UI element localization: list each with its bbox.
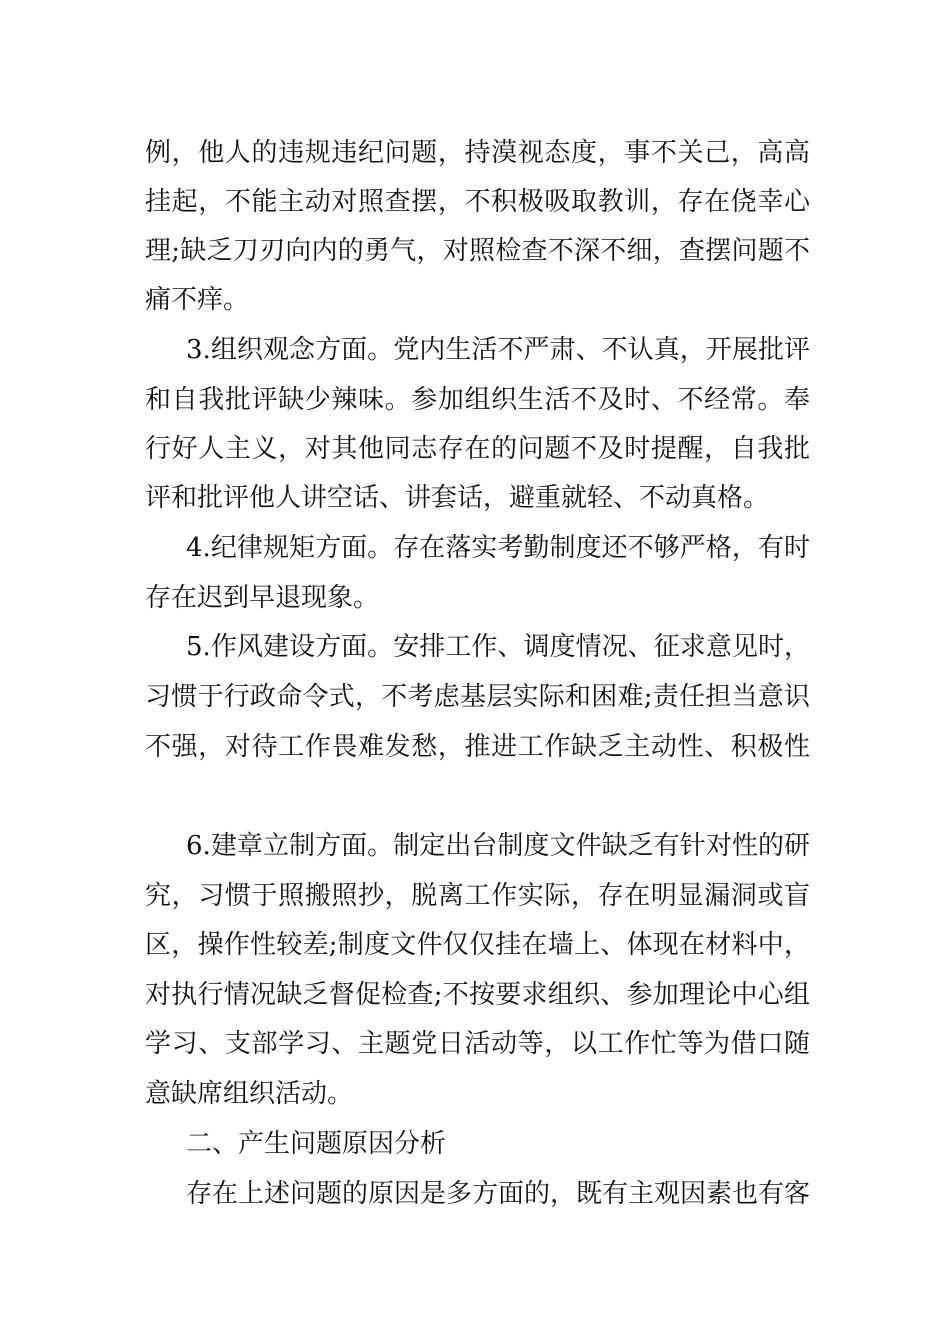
text-line: 区，操作性较差;制度文件仅仅挂在墙上、体现在材料中， <box>145 930 810 960</box>
text-line: 挂起，不能主动对照查摆，不积极吸取教训，存在侥幸心 <box>145 187 810 217</box>
text-line: 究，习惯于照搬照抄，脱离工作实际，存在明显漏洞或盲 <box>145 881 810 911</box>
text-line: 和自我批评缺少辣味。参加组织生活不及时、不经常。奉 <box>145 385 810 415</box>
text-line: 痛不痒。 <box>145 285 250 315</box>
text-line: 学习、支部学习、主题党日活动等，以工作忙等为借口随 <box>145 1029 810 1059</box>
text-line: 意缺席组织活动。 <box>145 1079 354 1109</box>
text-line: 存在迟到早退现象。 <box>145 583 380 613</box>
section-heading: 二、产生问题原因分析 <box>186 1129 447 1159</box>
text-line: 评和批评他人讲空话、讲套话，避重就轻、不动真格。 <box>145 483 770 513</box>
text-line: 3.组织观念方面。党内生活不严肃、不认真，开展批评 <box>186 335 810 365</box>
text-line: 6.建章立制方面。制定出台制度文件缺乏有针对性的研 <box>186 831 810 861</box>
text-line: 理;缺乏刀刃向内的勇气，对照检查不深不细，查摆问题不 <box>145 236 810 266</box>
text-line: 例，他人的违规违纪问题，持漠视态度，事不关己，高高 <box>145 138 810 168</box>
text-line: 5.作风建设方面。安排工作、调度情况、征求意见时， <box>186 632 810 662</box>
text-line: 不强，对待工作畏难发愁，推进工作缺乏主动性、积极性 <box>145 732 810 762</box>
text-line: 存在上述问题的原因是多方面的，既有主观因素也有客 <box>186 1179 811 1209</box>
text-line: 行好人主义，对其他同志存在的问题不及时提醒，自我批 <box>145 434 810 464</box>
text-line: 4.纪律规矩方面。存在落实考勤制度还不够严格，有时 <box>186 533 810 563</box>
text-line: 习惯于行政命令式，不考虑基层实际和困难;责任担当意识 <box>145 682 810 712</box>
text-line: 对执行情况缺乏督促检查;不按要求组织、参加理论中心组 <box>145 980 810 1010</box>
